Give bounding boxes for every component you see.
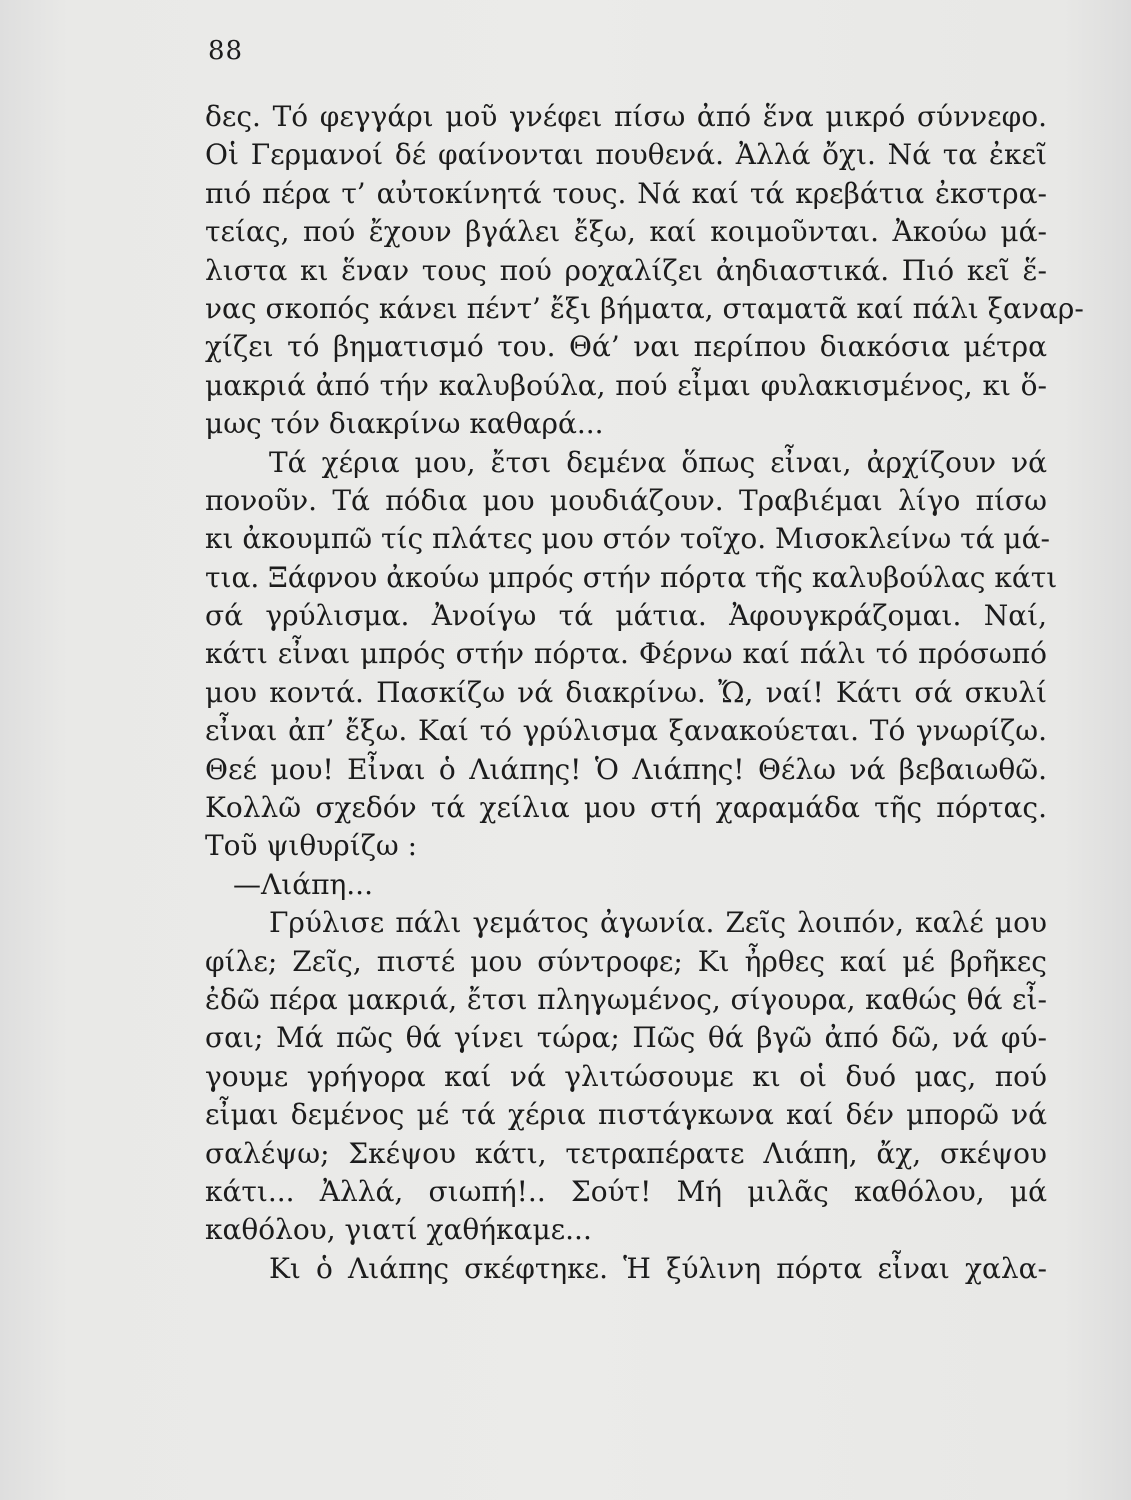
text-line: τια. Ξάφνου ἀκούω μπρός στήν πόρτα τῆς καλυβούλας κάτι xyxy=(205,560,1058,594)
text-line: πονοῦν. Τά πόδια μου μουδιάζουν. Τραβιέμαι λίγο πίσω xyxy=(205,483,1047,517)
text-line: Τά χέρια μου, ἔτσι δεμένα ὅπως εἶναι, ἀρχίζουν νά xyxy=(269,445,1047,479)
text-line: φίλε; Ζεῖς, πιστέ μου σύντροφε; Κι ἦρθες καί μέ βρῆκες xyxy=(205,944,1047,978)
text-line: κι ἀκουμπῶ τίς πλάτες μου στόν τοῖχο. Μισοκλείνω τά μά- xyxy=(205,522,1050,556)
text-line: —Λιάπη... xyxy=(233,867,373,901)
text-line: σά γρύλισμα. Ἀνοίγω τά μάτια. Ἀφουγκράζομαι. Ναί, xyxy=(205,599,1047,633)
page-number: 88 xyxy=(208,36,244,66)
text-line: Οἱ Γερμανοί δέ φαίνονται πουθενά. Ἀλλά ὄχι. Νά τα ἐκεῖ xyxy=(205,138,1047,172)
text-line: δες. Τό φεγγάρι μοῦ γνέφει πίσω ἀπό ἕνα μικρό σύννεφο. xyxy=(205,100,1047,133)
text-line: Τοῦ ψιθυρίζω : xyxy=(205,829,418,863)
text-line: καθόλου, γιατί χαθήκαμε... xyxy=(205,1213,592,1247)
paragraph xyxy=(205,98,1084,444)
paragraph xyxy=(205,1250,1047,1288)
text-line: νας σκοπός κάνει πέντ’ ἔξι βήματα, σταματᾶ καί πάλι ξαναρ- xyxy=(205,291,1084,325)
text-line: χίζει τό βηματισμό του. Θά’ ναι περίπου διακόσια μέτρα xyxy=(205,330,1047,364)
text-line: ἐδῶ πέρα μακριά, ἔτσι πληγωμένος, σίγουρα, καθώς θά εἶ- xyxy=(205,982,1047,1016)
text-line: πιό πέρα τ’ αὐτοκίνητά τους. Νά καί τά κρεβάτια ἐκστρα- xyxy=(205,176,1047,210)
paragraph xyxy=(205,444,1058,866)
text-line: Θεέ μου! Εἶναι ὁ Λιάπης! Ὁ Λιάπης! Θέλω νά βεβαιωθῶ. xyxy=(205,752,1047,786)
text-line: τείας, πού ἔχουν βγάλει ἔξω, καί κοιμοῦνται. Ἀκούω μά- xyxy=(205,215,1047,249)
paragraph xyxy=(205,904,1047,1250)
text-line: μως τόν διακρίνω καθαρά... xyxy=(205,407,604,441)
text-line: Κολλῶ σχεδόν τά χείλια μου στή χαραμάδα τῆς πόρτας. xyxy=(205,791,1047,825)
text-line: μακριά ἀπό τήν καλυβούλα, πού εἶμαι φυλακισμένος, κι ὅ- xyxy=(205,368,1047,402)
text-line: γουμε γρήγορα καί νά γλιτώσουμε κι οἱ δυό μας, πού xyxy=(205,1059,1047,1093)
text-line: εἶναι ἀπ’ ἔξω. Καί τό γρύλισμα ξανακούεται. Τό γνωρίζω. xyxy=(205,714,1047,748)
text-line: κάτι... Ἀλλά, σιωπή!.. Σούτ! Μή μιλᾶς καθόλου, μά xyxy=(205,1174,1047,1208)
text-line: σαι; Μά πῶς θά γίνει τώρα; Πῶς θά βγῶ ἀπό δῶ, νά φύ- xyxy=(205,1021,1047,1055)
text-line: κάτι εἶναι μπρός στήν πόρτα. Φέρνω καί πάλι τό πρόσωπό xyxy=(205,637,1047,671)
body-text xyxy=(205,98,1084,1288)
text-line: Κι ὁ Λιάπης σκέφτηκε. Ἡ ξύλινη πόρτα εἶναι χαλα- xyxy=(269,1251,1047,1285)
text-line: Γρύλισε πάλι γεμάτος ἀγωνία. Ζεῖς λοιπόν, καλέ μου xyxy=(269,906,1047,940)
text-line: μου κοντά. Πασκίζω νά διακρίνω. Ὤ, ναί! Κάτι σά σκυλί xyxy=(205,675,1047,709)
dialogue-line xyxy=(205,866,1047,904)
text-line: σαλέψω; Σκέψου κάτι, τετραπέρατε Λιάπη, ἄχ, σκέψου xyxy=(205,1136,1047,1170)
text-line: εἶμαι δεμένος μέ τά χέρια πιστάγκωνα καί δέν μπορῶ νά xyxy=(205,1098,1047,1132)
text-line: λιστα κι ἕναν τους πού ροχαλίζει ἀηδιαστικά. Πιό κεῖ ἕ- xyxy=(205,253,1047,287)
